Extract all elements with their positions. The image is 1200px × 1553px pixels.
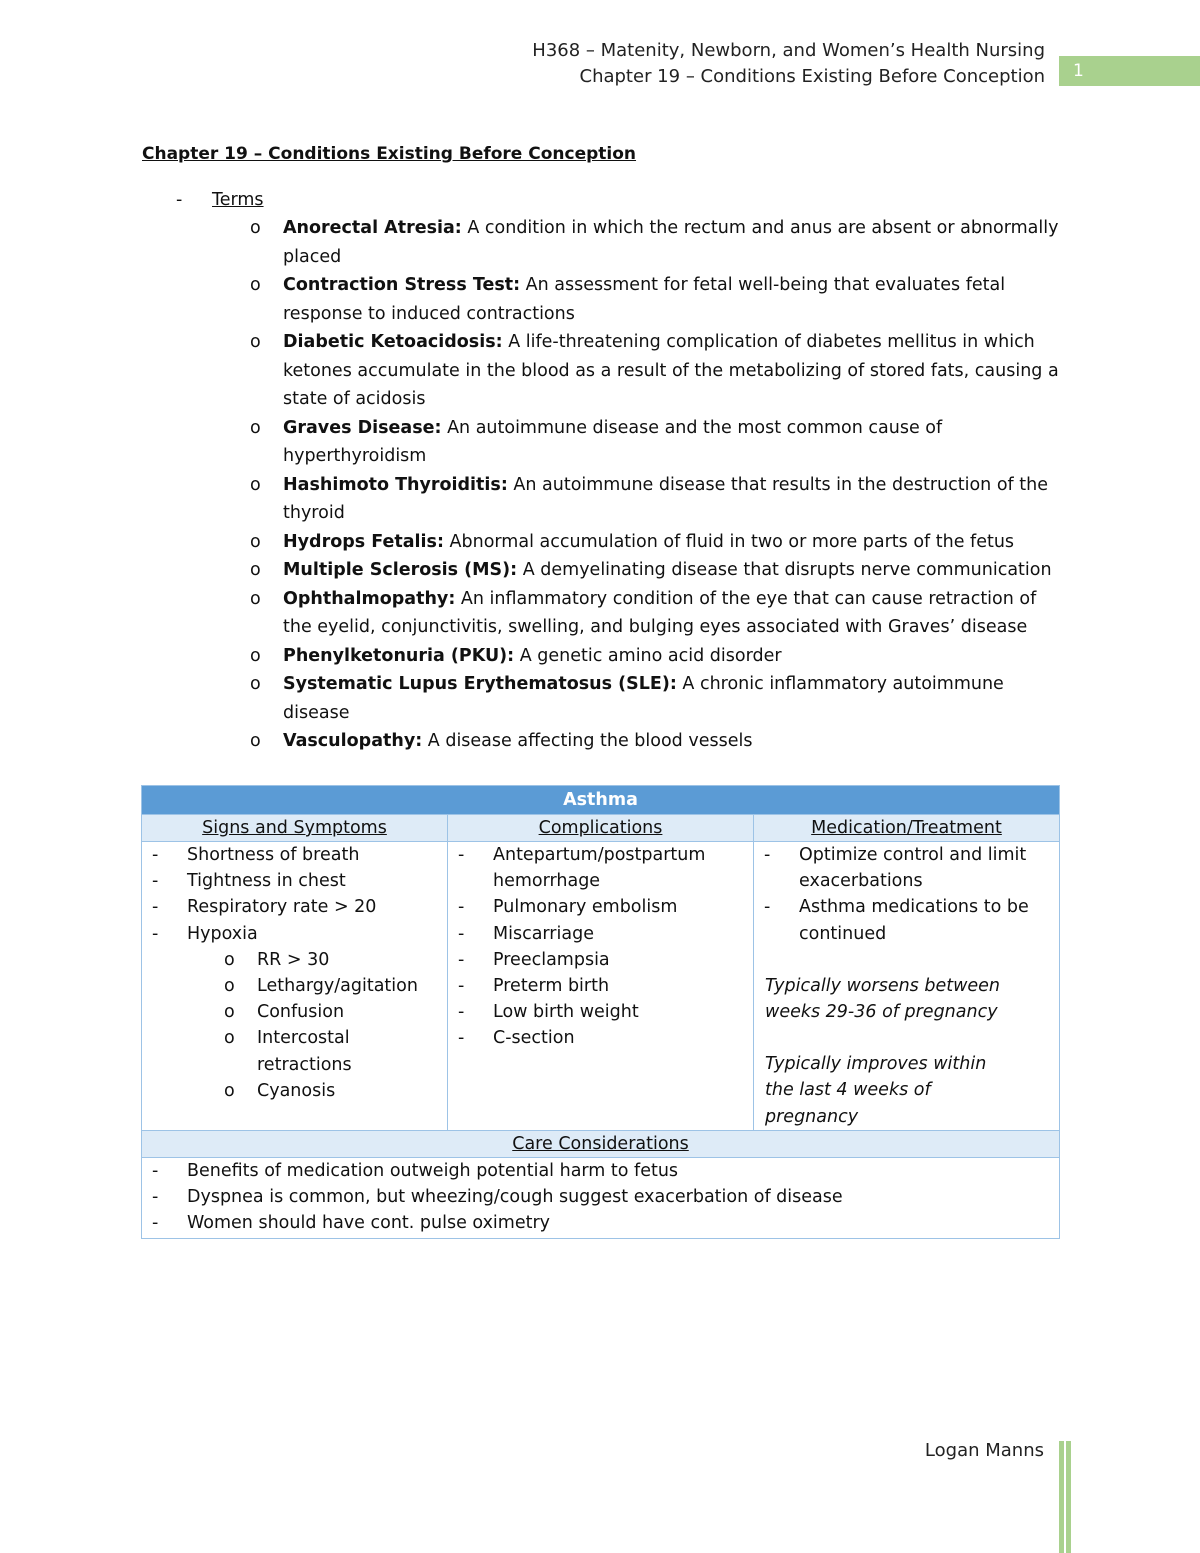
list-item: - Preterm birth	[458, 976, 610, 997]
term-name: Graves Disease:	[283, 417, 442, 438]
list-item: - Asthma medications to be continued	[764, 897, 1029, 944]
list-item: - Shortness of breath	[152, 845, 360, 865]
page-number: 1	[1059, 56, 1200, 86]
list-item: - Antepartum/postpartum hemorrhage	[458, 845, 706, 892]
term-item: o Graves Disease: An autoimmune disease and the most common cause of hyperthyroidism	[250, 417, 943, 466]
term-item: o Ophthalmopathy: An inflammatory condition of the eye that can cause retraction of the eyelid, conjunctivitis, swelling, and bulging eyes associated with Graves’ disease	[250, 588, 1037, 637]
terms-section	[142, 186, 1062, 756]
term-item: o Hydrops Fetalis: Abnormal accumulation of fluid in two or more parts of the fetus	[250, 531, 1015, 552]
column-header-complications: Complications	[448, 815, 754, 842]
term-item: o Phenylketonuria (PKU): A genetic amino acid disorder	[250, 645, 782, 666]
list-item: - Miscarriage	[458, 923, 594, 944]
term-name: Hashimoto Thyroiditis:	[283, 474, 508, 495]
term-definition: An assessment for fetal well-being that evaluates fetal response to induced contractions	[283, 275, 1006, 324]
term-item: o Contraction Stress Test: An assessment for fetal well-being that evaluates fetal response to induced contractions	[250, 275, 1006, 324]
list-item: - Women should have cont. pulse oximetry	[152, 1213, 551, 1234]
term-definition: An inflammatory condition of the eye that can cause retraction of the eyelid, conjunctivitis, swelling, and bulging eyes associated with Graves’ disease	[283, 588, 1037, 637]
term-definition: A genetic amino acid disorder	[514, 645, 782, 666]
column-header-treatment: Medication/Treatment	[754, 815, 1060, 842]
chapter-title: Chapter 19 – Conditions Existing Before Conception	[142, 144, 637, 164]
footer-accent-bar	[1059, 1441, 1064, 1553]
chapter-subtitle: Chapter 19 – Conditions Existing Before Conception	[579, 66, 1045, 87]
treatment-note: Typically improves within the last 4 weeks of pregnancy	[765, 1054, 987, 1127]
list-item: - Benefits of medication outweigh potential harm to fetus	[152, 1160, 679, 1181]
term-name: Diabetic Ketoacidosis:	[283, 332, 503, 352]
term-definition: An autoimmune disease that results in the destruction of the thyroid	[283, 474, 1048, 523]
list-item: - Low birth weight	[458, 1002, 639, 1023]
term-definition: A chronic inflammatory autoimmune disease	[283, 674, 1004, 723]
author-name: Logan Manns	[924, 1440, 1044, 1461]
terms-list	[142, 214, 1062, 756]
terms-label: Terms	[212, 190, 264, 210]
footer-accent-bar	[1066, 1441, 1071, 1553]
dash-bullet: -	[176, 190, 183, 210]
term-name: Hydrops Fetalis:	[283, 531, 444, 552]
term-definition: A condition in which the rectum and anus are absent or abnormally placed	[283, 218, 1059, 267]
terms-heading	[142, 186, 1062, 214]
list-item: - Preeclampsia	[458, 949, 610, 970]
term-definition: An autoimmune disease and the most common cause of hyperthyroidism	[283, 417, 943, 466]
term-item: o Multiple Sclerosis (MS): A demyelinating disease that disrupts nerve communication	[250, 560, 1052, 580]
list-item: - Respiratory rate > 20	[152, 897, 377, 918]
sub-list-item: o RR > 30	[224, 949, 330, 970]
list-item: - Pulmonary embolism	[458, 897, 678, 918]
term-name: Phenylketonuria (PKU):	[283, 645, 515, 666]
list-item: - Optimize control and limit exacerbations	[764, 845, 1027, 892]
complications-cell	[448, 842, 754, 1131]
care-considerations-header: Care Considerations	[142, 1130, 1060, 1157]
term-name: Vasculopathy:	[283, 731, 423, 751]
term-definition: A demyelinating disease that disrupts nerve communication	[517, 560, 1052, 580]
column-header-signs: Signs and Symptoms	[142, 815, 448, 842]
term-item: o Hashimoto Thyroiditis: An autoimmune disease that results in the destruction of the thyroid	[250, 474, 1048, 523]
term-item: o Vasculopathy: A disease affecting the blood vessels	[250, 731, 753, 751]
asthma-table	[141, 785, 1060, 1239]
term-definition: Abnormal accumulation of fluid in two or more parts of the fetus	[443, 531, 1015, 552]
term-definition: A life-threatening complication of diabetes mellitus in which ketones accumulate in the blood as a result of the metabolizing of stored fats, causing a state of acidosis	[283, 332, 1059, 409]
treatment-note: Typically worsens between weeks 29-36 of pregnancy	[765, 975, 1001, 1023]
sub-list-item: o Cyanosis	[224, 1080, 336, 1101]
list-item: - C-section	[458, 1028, 575, 1049]
term-item: o Systematic Lupus Erythematosus (SLE): A chronic inflammatory autoimmune disease	[250, 674, 1004, 723]
term-name: Multiple Sclerosis (MS):	[283, 560, 518, 580]
list-item: - Tightness in chest	[152, 871, 346, 892]
term-name: Ophthalmopathy:	[283, 588, 456, 609]
care-considerations-cell	[142, 1157, 1060, 1239]
treatment-cell	[754, 842, 1060, 1131]
term-item: o Diabetic Ketoacidosis: A life-threatening complication of diabetes mellitus in which ketones accumulate in the blood as a result of the metabolizing of stored fats, causing a state of acidosis	[250, 332, 1059, 409]
term-item: o Anorectal Atresia: A condition in which the rectum and anus are absent or abnormally placed	[250, 218, 1059, 267]
term-name: Systematic Lupus Erythematosus (SLE):	[283, 674, 677, 694]
list-item: - Hypoxia	[152, 923, 258, 944]
sub-list-item: o Intercostal retractions	[224, 1028, 352, 1075]
signs-cell	[142, 842, 448, 1131]
sub-list-item: o Confusion	[224, 1002, 345, 1023]
term-name: Anorectal Atresia:	[283, 218, 462, 238]
term-name: Contraction Stress Test:	[283, 275, 521, 295]
list-item: - Dyspnea is common, but wheezing/cough suggest exacerbation of disease	[152, 1187, 843, 1208]
table-title: Asthma	[142, 786, 1060, 815]
course-title: H368 – Matenity, Newborn, and Women’s Health Nursing	[532, 40, 1045, 61]
term-definition: A disease affecting the blood vessels	[422, 731, 753, 751]
sub-list-item: o Lethargy/agitation	[224, 976, 418, 997]
page-header	[532, 38, 1045, 90]
